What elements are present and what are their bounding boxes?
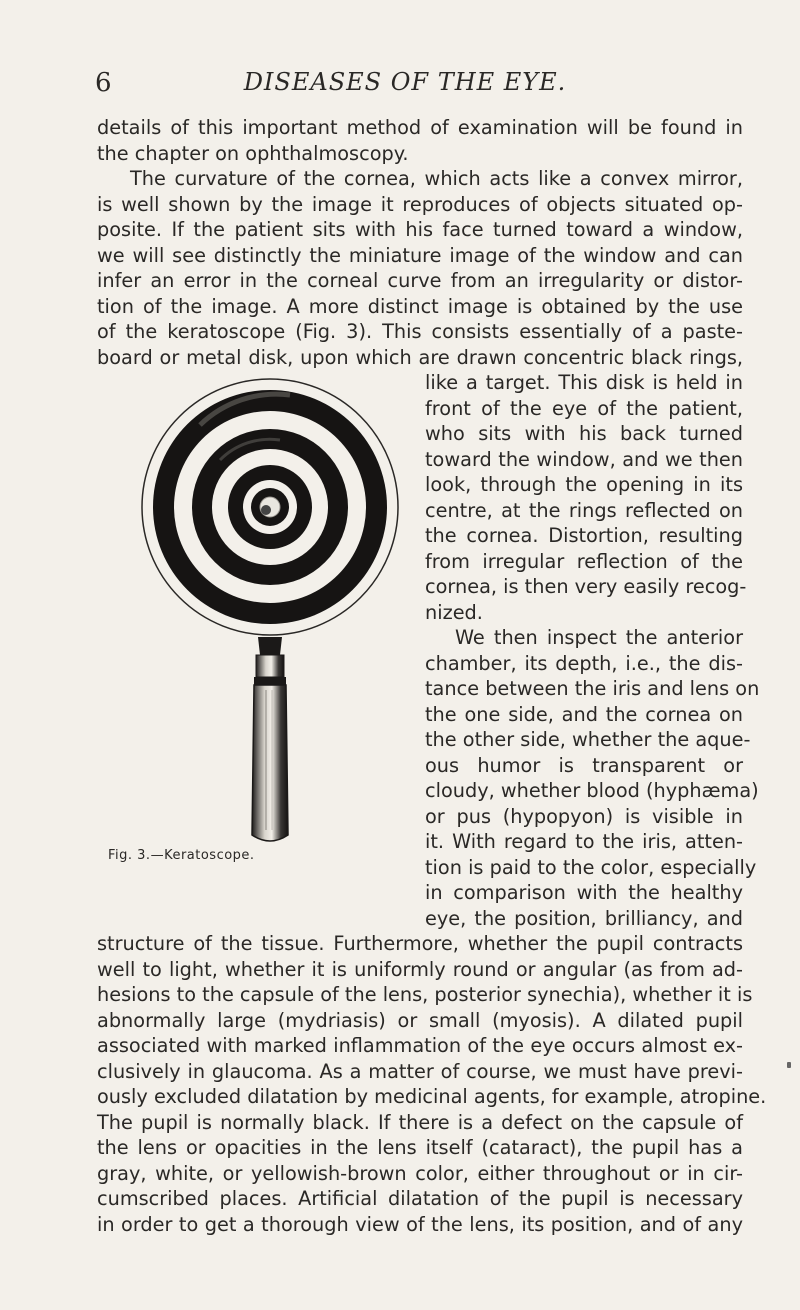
text-line: of the keratoscope (Fig. 3). This consists essentially of a paste- xyxy=(97,320,743,343)
text-line: tion of the image. A more distinct image is obtained by the use xyxy=(97,295,743,318)
text-line: the other side, whether the aque- xyxy=(425,728,751,751)
text-line: cornea, is then very easily recog- xyxy=(425,575,747,598)
text-line: centre, at the rings reflected on xyxy=(425,499,743,522)
text-line: posite. If the patient sits with his face turned toward a window, xyxy=(97,218,743,241)
text-line: board or metal disk, upon which are drawn concentric black rings, xyxy=(97,346,743,369)
text-line: The curvature of the cornea, which acts like a convex mirror, xyxy=(130,167,743,190)
handle xyxy=(252,685,288,841)
text-line: or pus (hypopyon) is visible in xyxy=(425,805,743,828)
text-line: in order to get a thorough view of the lens, its position, and of any xyxy=(97,1213,743,1236)
text-line: the cornea. Distortion, resulting xyxy=(425,524,743,547)
text-line: clusively in glaucoma. As a matter of course, we must have previ- xyxy=(97,1060,743,1083)
text-line: like a target. This disk is held in xyxy=(425,371,743,394)
margin-mark xyxy=(787,1062,791,1068)
text-line: gray, white, or yellowish-brown color, either throughout or in cir- xyxy=(97,1162,743,1185)
text-line: look, through the opening in its xyxy=(425,473,743,496)
text-line: it. With regard to the iris, atten- xyxy=(425,830,743,853)
text-line: the one side, and the cornea on xyxy=(425,703,743,726)
text-line: hesions to the capsule of the lens, posterior synechia), whether it is xyxy=(97,983,753,1006)
text-line: structure of the tissue. Furthermore, whether the pupil contracts xyxy=(97,932,743,955)
text-line: the lens or opacities in the lens itself (cataract), the pupil has a xyxy=(97,1136,743,1159)
page-header xyxy=(95,68,715,102)
text-line: ous humor is transparent or xyxy=(425,754,743,777)
text-line: associated with marked inflammation of the eye occurs almost ex- xyxy=(97,1034,743,1057)
text-line: nized. xyxy=(425,601,483,624)
text-line: is well shown by the image it reproduces of objects situated op- xyxy=(97,193,743,216)
handle-ferrule xyxy=(258,637,282,655)
text-line: who sits with his back turned xyxy=(425,422,743,445)
text-line: abnormally large (mydriasis) or small (myosis). A dilated pupil xyxy=(97,1009,743,1032)
page-number: 6 xyxy=(95,68,112,98)
text-line: from irregular reflection of the xyxy=(425,550,743,573)
text-line: tion is paid to the color, especially xyxy=(425,856,757,879)
text-line: tance between the iris and lens on xyxy=(425,677,760,700)
text-line: details of this important method of examination will be found in xyxy=(97,116,743,139)
text-line: chamber, its depth, i.e., the dis- xyxy=(425,652,743,675)
text-line: in comparison with the healthy xyxy=(425,881,743,904)
text-line: we will see distinctly the miniature image of the window and can xyxy=(97,244,743,267)
text-line: toward the window, and we then xyxy=(425,448,743,471)
text-line: ously excluded dilatation by medicinal agents, for example, atropine. xyxy=(97,1085,767,1108)
text-line: well to light, whether it is uniformly round or angular (as from ad- xyxy=(97,958,743,981)
text-line: front of the eye of the patient, xyxy=(425,397,743,420)
text-line: We then inspect the anterior xyxy=(455,626,743,649)
keratoscope-figure xyxy=(140,365,410,845)
text-line: cloudy, whether blood (hyphæma) xyxy=(425,779,759,802)
text-line: eye, the position, brilliancy, and xyxy=(425,907,743,930)
text-line: the chapter on ophthalmoscopy. xyxy=(97,142,409,165)
running-head: DISEASES OF THE EYE. xyxy=(243,68,567,96)
text-line: The pupil is normally black. If there is a defect on the capsule of xyxy=(97,1111,743,1134)
figure-caption: Fig. 3.—Keratoscope. xyxy=(108,848,255,863)
text-line: cumscribed places. Artificial dilatation of the pupil is necessary xyxy=(97,1187,743,1210)
text-line: infer an error in the corneal curve from an irregularity or distor- xyxy=(97,269,743,292)
